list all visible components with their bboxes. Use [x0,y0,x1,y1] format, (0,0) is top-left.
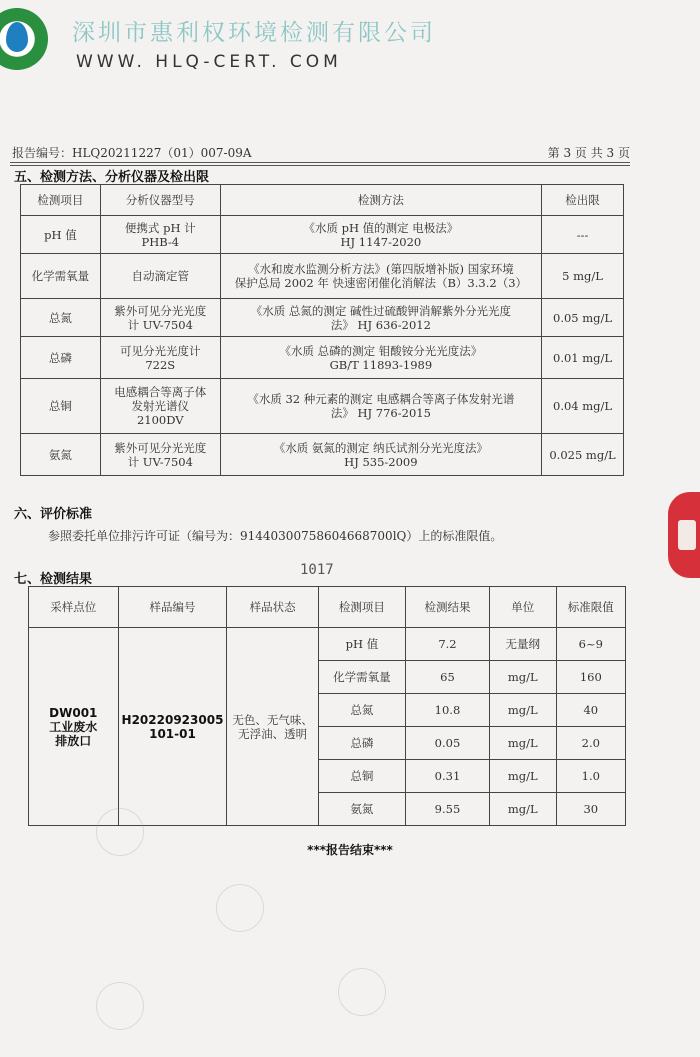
test-item-cell: 氨氮 [21,434,101,476]
method-cell-line: 法》 HJ 636-2012 [330,317,431,332]
instrument-cell [100,337,220,379]
column-header: 样品状态 [227,587,318,628]
table-header-row [21,185,624,216]
watermark-seal [216,884,264,932]
instrument-cell-line: 便携式 pH 计 [124,220,196,235]
table-header-row [29,587,626,628]
limit-cell: 160 [556,661,625,694]
detection-limit-cell: 0.01 mg/L [542,337,624,379]
watermark-seal [338,968,386,1016]
detection-limit-cell: 0.05 mg/L [542,299,624,337]
column-header: 样品编号 [118,587,227,628]
method-cell-line: 《水质 pH 值的测定 电极法》 [303,220,459,235]
sample-id-cell-line: H20220923005 [121,712,224,727]
company-logo-icon [0,8,48,70]
instrument-cell [100,254,220,299]
limit-cell: 6~9 [556,628,625,661]
method-cell [220,337,541,379]
instrument-cell-line: 电感耦合等离子体 [114,385,207,399]
instrument-cell-line: 722S [145,357,176,372]
company-website: WWW. HLQ-CERT. COM [76,52,342,72]
column-header: 检出限 [542,185,624,216]
result-cell: 9.55 [406,793,490,826]
unit-cell: mg/L [489,727,556,760]
method-cell-line: HJ 535-2009 [344,454,418,469]
detection-limit-cell: --- [542,216,624,254]
result-cell: 0.31 [406,760,490,793]
instrument-cell-line: 2100DV [136,413,184,427]
detection-limit-cell: 0.04 mg/L [542,379,624,434]
results-table [28,586,626,826]
column-header: 检测方法 [220,185,541,216]
column-header: 分析仪器型号 [100,185,220,216]
instrument-cell [100,379,220,434]
detection-limit-cell: 0.025 mg/L [542,434,624,476]
instrument-cell-line: 计 UV-7504 [127,317,193,332]
instrument-cell-line: 计 UV-7504 [127,454,193,469]
sample-state-cell-line: 无浮油、透明 [238,726,308,741]
result-cell: 10.8 [406,694,490,727]
test-item-cell: 氨氮 [318,793,405,826]
methods-table [20,184,624,476]
header-divider [10,162,630,163]
instrument-cell-line: 自动滴定管 [131,269,190,283]
column-header: 标准限值 [556,587,625,628]
method-cell-line: 《水质 总磷的测定 钼酸铵分光光度法》 [279,343,483,358]
column-header: 检测结果 [406,587,490,628]
test-item-cell: 化学需氧量 [318,661,405,694]
column-header: 单位 [489,587,556,628]
section7-title: 七、检测结果 [14,572,93,587]
method-cell-line: 法》 HJ 776-2015 [330,406,431,420]
table-row [21,379,624,434]
instrument-cell [100,434,220,476]
unit-cell: mg/L [489,793,556,826]
method-cell-line: HJ 1147-2020 [340,234,422,249]
watermark-seal [96,808,144,856]
section6-title: 六、评价标准 [14,507,93,522]
result-cell: 65 [406,661,490,694]
method-cell [220,254,541,299]
instrument-cell [100,299,220,337]
method-cell-line: 《水质 氨氮的测定 纳氏试剂分光光度法》 [273,440,489,455]
limit-cell: 30 [556,793,625,826]
table-row [21,216,624,254]
test-item-cell: 化学需氧量 [21,254,101,299]
unit-cell: mg/L [489,760,556,793]
method-cell-line: 《水质 总氮的测定 碱性过硫酸钾消解紫外分光光度 [250,303,512,318]
method-cell [220,216,541,254]
table-row [21,434,624,476]
instrument-cell-line: 紫外可见分光光度 [114,440,207,455]
table-row [29,628,626,661]
sample-point-cell [29,628,119,826]
instrument-cell-line: PHB-4 [141,234,180,249]
sample-id-cell [118,628,227,826]
table-row [21,337,624,379]
test-item-cell: pH 值 [21,216,101,254]
test-item-cell: 总磷 [318,727,405,760]
method-cell [220,299,541,337]
sample-state-cell [227,628,318,826]
column-header: 检测项目 [318,587,405,628]
sample-point-cell-line: 排放口 [55,733,92,748]
column-header: 采样点位 [29,587,119,628]
sample-state-cell-line: 无色、无气味、 [232,712,313,727]
limit-cell: 2.0 [556,727,625,760]
method-cell-line: 《水和废水监测分析方法》(第四版增补版) 国家环境 [248,262,514,276]
evaluation-standard-text: 参照委托单位排污许可证（编号为：91440300758604668700lQ）上的标准限值。 [48,529,503,543]
unit-cell: mg/L [489,694,556,727]
table-row [21,299,624,337]
test-item-cell: 总氮 [318,694,405,727]
detection-limit-cell: 5 mg/L [542,254,624,299]
section5-title: 五、检测方法、分析仪器及检出限 [14,170,210,185]
test-item-cell: pH 值 [318,628,405,661]
sample-point-cell-line: 工业废水 [49,719,98,734]
method-cell [220,379,541,434]
test-item-cell: 总铜 [21,379,101,434]
report-number: 报告编号：HLQ20211227（01）007-09A [12,146,252,160]
company-name: 深圳市惠利权环境检测有限公司 [72,20,436,46]
test-item-cell: 总磷 [21,337,101,379]
instrument-cell [100,216,220,254]
test-item-cell: 总氮 [21,299,101,337]
side-bookmark-tab [668,492,700,578]
instrument-cell-line: 可见分光光度计 [120,343,201,358]
handwritten-note: 1017 [300,562,334,578]
result-cell: 7.2 [406,628,490,661]
sample-id-cell-line: 101-01 [149,726,196,741]
test-item-cell: 总铜 [318,760,405,793]
method-cell-line: 保护总局 2002 年 快速密闭催化消解法（B）3.3.2（3） [234,276,528,290]
table-row [21,254,624,299]
instrument-cell-line: 发射光谱仪 [131,399,190,413]
report-end-note: ***报告结束*** [307,843,393,857]
page-number: 第 3 页 共 3 页 [547,146,630,160]
instrument-cell-line: 紫外可见分光光度 [114,303,207,318]
method-cell-line: GB/T 11893-1989 [329,357,433,372]
sample-point-cell-line: DW001 [49,705,98,720]
watermark-seal [96,982,144,1030]
limit-cell: 40 [556,694,625,727]
method-cell [220,434,541,476]
method-cell-line: 《水质 32 种元素的测定 电感耦合等离子体发射光谱 [247,392,515,406]
unit-cell: 无量纲 [489,628,556,661]
unit-cell: mg/L [489,661,556,694]
limit-cell: 1.0 [556,760,625,793]
column-header: 检测项目 [21,185,101,216]
result-cell: 0.05 [406,727,490,760]
